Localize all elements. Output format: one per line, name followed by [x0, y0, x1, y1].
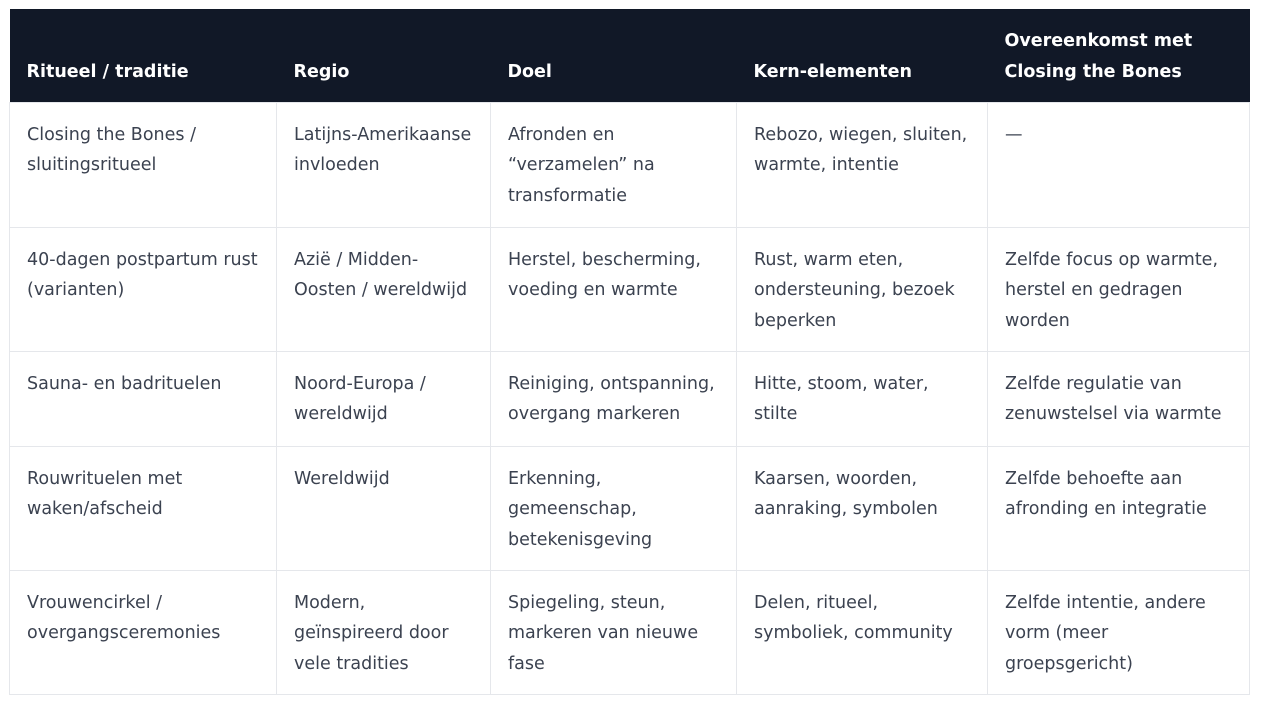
cell-overeenkomst: Zelfde intentie, andere vorm (meer groepsgericht): [988, 571, 1250, 695]
cell-ritueel: Closing the Bones / sluitingsritueel: [10, 103, 277, 228]
cell-regio: Modern, geïnspireerd door vele tradities: [277, 571, 491, 695]
cell-doel: Reiniging, ontspanning, overgang markeren: [491, 352, 737, 447]
comparison-table-container: [9, 9, 1249, 695]
cell-overeenkomst: Zelfde regulatie van zenuwstelsel via warmte: [988, 352, 1250, 447]
cell-doel: Herstel, bescherming, voeding en warmte: [491, 228, 737, 352]
cell-ritueel: 40-dagen postpartum rust (varianten): [10, 228, 277, 352]
table-body: [10, 103, 1250, 695]
cell-overeenkomst: —: [988, 103, 1250, 228]
table-row: [10, 352, 1250, 447]
cell-doel: Afronden en “verzamelen” na transformatie: [491, 103, 737, 228]
cell-regio: Azië / Midden-Oosten / wereldwijd: [277, 228, 491, 352]
cell-kern-elementen: Rebozo, wiegen, sluiten, warmte, intentie: [737, 103, 988, 228]
cell-kern-elementen: Delen, ritueel, symboliek, community: [737, 571, 988, 695]
cell-ritueel: Vrouwencirkel / overgangsceremonies: [10, 571, 277, 695]
table-row: [10, 228, 1250, 352]
cell-kern-elementen: Rust, warm eten, ondersteuning, bezoek beperken: [737, 228, 988, 352]
comparison-table: [9, 9, 1250, 695]
cell-doel: Erkenning, gemeenschap, betekenisgeving: [491, 447, 737, 571]
header-row: [10, 9, 1250, 103]
table-row: [10, 447, 1250, 571]
cell-ritueel: Sauna- en badrituelen: [10, 352, 277, 447]
table-header: [10, 9, 1250, 103]
cell-overeenkomst: Zelfde focus op warmte, herstel en gedragen worden: [988, 228, 1250, 352]
cell-regio: Noord-Europa / wereldwijd: [277, 352, 491, 447]
cell-kern-elementen: Hitte, stoom, water, stilte: [737, 352, 988, 447]
header-kern-elementen: Kern-elementen: [737, 9, 988, 103]
cell-ritueel: Rouwrituelen met waken/afscheid: [10, 447, 277, 571]
header-overeenkomst: Overeenkomst met Closing the Bones: [988, 9, 1250, 103]
header-regio: Regio: [277, 9, 491, 103]
header-ritueel: Ritueel / traditie: [10, 9, 277, 103]
cell-regio: Wereldwijd: [277, 447, 491, 571]
cell-regio: Latijns-Amerikaanse invloeden: [277, 103, 491, 228]
cell-kern-elementen: Kaarsen, woorden, aanraking, symbolen: [737, 447, 988, 571]
cell-overeenkomst: Zelfde behoefte aan afronding en integratie: [988, 447, 1250, 571]
table-row: [10, 103, 1250, 228]
table-row: [10, 571, 1250, 695]
header-doel: Doel: [491, 9, 737, 103]
cell-doel: Spiegeling, steun, markeren van nieuwe fase: [491, 571, 737, 695]
